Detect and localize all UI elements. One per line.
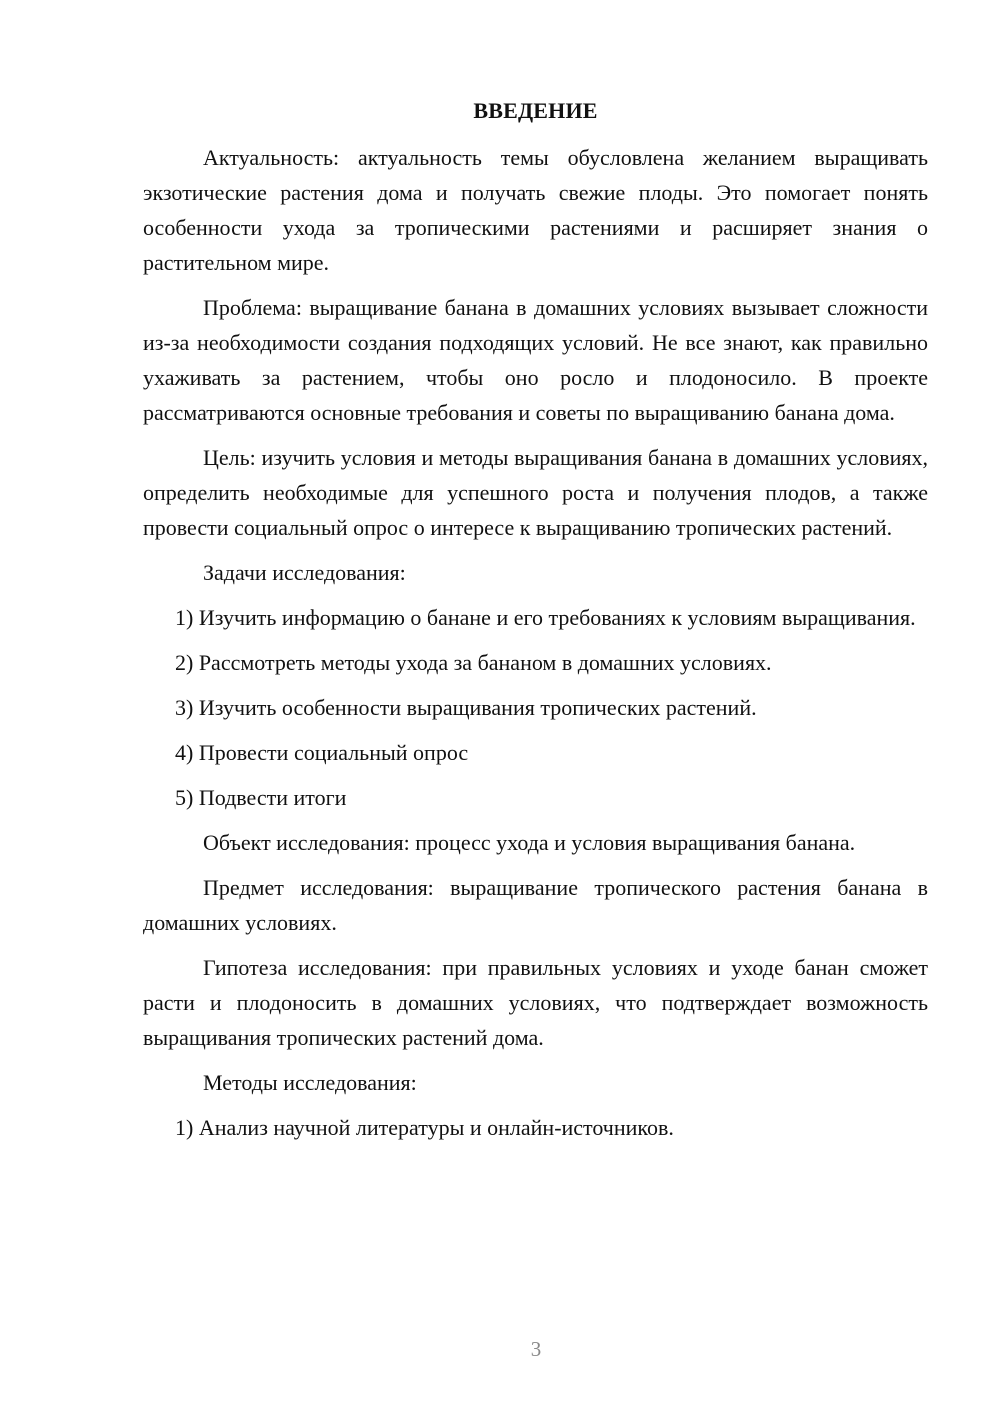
tasks-heading: Задачи исследования:: [203, 560, 406, 585]
section-title: ВВЕДЕНИЕ: [473, 98, 598, 123]
task-item: 2) Рассмотреть методы ухода за бананом в домашних условиях.: [175, 650, 772, 675]
goal-paragraph: Цель: изучить условия и методы выращивания банана в домашних условиях, определить необходимые для успешного роста и получения плодов, а также провести социальный опрос о интересе к выращиванию тропических растений.: [143, 445, 928, 540]
relevance-paragraph: Актуальность: актуальность темы обусловлена желанием выращивать экзотические растения дома и получать свежие плоды. Это помогает понять особенности ухода за тропическими растениями и расширяет знания о растительном мире.: [143, 145, 928, 275]
method-item: 1) Анализ научной литературы и онлайн-источников.: [175, 1115, 674, 1140]
task-item: 1) Изучить информацию о банане и его требованиях к условиям выращивания.: [175, 605, 916, 630]
page-number: 3: [530, 1337, 542, 1361]
task-item: 3) Изучить особенности выращивания тропических растений.: [175, 695, 757, 720]
methods-heading: Методы исследования:: [203, 1070, 417, 1095]
object-paragraph: Объект исследования: процесс ухода и условия выращивания банана.: [203, 830, 856, 855]
task-item: 4) Провести социальный опрос: [175, 740, 469, 765]
task-item: 5) Подвести итоги: [175, 785, 347, 810]
subject-paragraph: Предмет исследования: выращивание тропического растения банана в домашних условиях.: [143, 875, 928, 935]
hypothesis-paragraph: Гипотеза исследования: при правильных условиях и уходе банан сможет расти и плодоносить в домашних условиях, что подтверждает возможность выращивания тропических растений дома.: [143, 955, 928, 1050]
problem-paragraph: Проблема: выращивание банана в домашних условиях вызывает сложности из-за необходимости создания подходящих условий. Не все знают, как правильно ухаживать за растением, чтобы оно росло и плодоносило. В проекте рассматриваются основные требования и советы по выращиванию банана дома.: [143, 295, 928, 425]
page-content: [143, 93, 928, 1155]
